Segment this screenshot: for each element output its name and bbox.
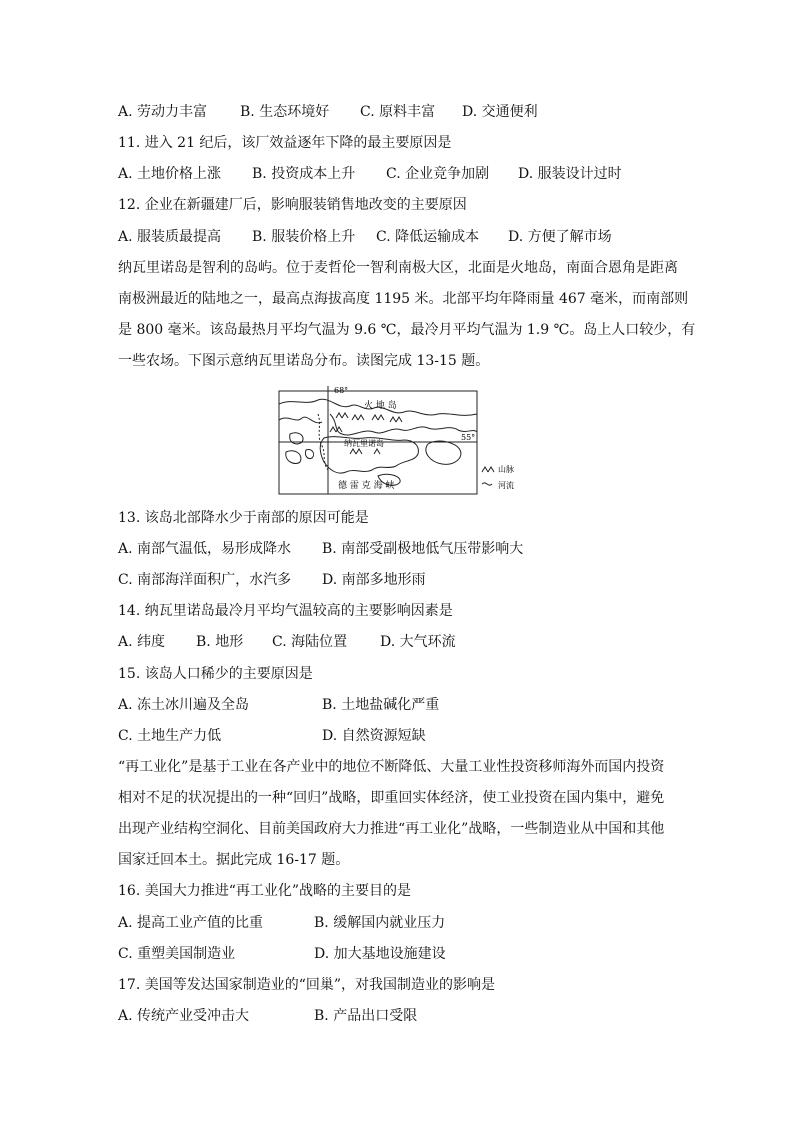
legend-mountain-label: 山脉: [498, 465, 514, 474]
q13-option-c: C. 南部海洋面积广，水汽多: [118, 572, 292, 588]
q11-option-c: C. 企业竞争加剧: [386, 166, 490, 182]
east-island: [426, 441, 461, 464]
navarino-map: [278, 384, 528, 496]
q13-option-a: A. 南部气温低，易形成降水: [118, 541, 292, 557]
strait-label: 德 雷 克 海 峡: [338, 481, 395, 491]
west-inlet: [279, 417, 322, 423]
q13-options-row2: [118, 570, 426, 590]
passage1-line-1: 纳瓦里诺岛是智利的岛屿。位于麦哲伦一智利南极大区，北面是火地岛，南面合恩角是距离: [118, 260, 678, 276]
q10-options: [118, 102, 538, 122]
q16-option-d: D. 加大基地设施建设: [314, 946, 446, 962]
q15-option-b: B. 土地盐碱化严重: [322, 697, 440, 713]
q12-option-d: D. 方便了解市场: [508, 229, 612, 245]
passage2-line-2: 相对不足的状况提出的一种“回归”战略，即重回实体经济，使工业投资在国内集中，避免: [118, 790, 665, 806]
q12-options: [118, 227, 612, 247]
small-island-3: [305, 450, 313, 459]
q10-option-a: A. 劳动力丰富: [118, 104, 208, 120]
q16-options-row2: [118, 944, 446, 964]
passage1-line-2: 南极洲最近的陆地之一，最高点海拔高度 1195 米。北部平均年降雨量 467 毫米，而南部则: [118, 291, 689, 307]
q14-stem: 14. 纳瓦里诺岛最冷月平均气温较高的主要影响因素是: [118, 603, 453, 619]
small-island-2: [286, 451, 301, 464]
q11-option-d: D. 服装设计过时: [518, 166, 622, 182]
q16-option-b: B. 缓解国内就业压力: [314, 915, 446, 931]
q12-stem: 12. 企业在新疆建厂后，影响服装销售地改变的主要原因: [118, 197, 467, 213]
q17-options: [118, 1006, 417, 1026]
q12-option-c: C. 降低运输成本: [376, 229, 480, 245]
q15-option-c: C. 土地生产力低: [118, 728, 222, 744]
q17-stem: 17. 美国等发达国家制造业的“回巢”，对我国制造业的影响是: [118, 977, 496, 993]
q13-options-row1: [118, 539, 523, 559]
q11-option-a: A. 土地价格上涨: [118, 166, 222, 182]
beagle-channel: [330, 414, 477, 435]
q13-option-b: B. 南部受副极地低气压带影响大: [322, 541, 524, 557]
q15-stem: 15. 该岛人口稀少的主要原因是: [118, 666, 313, 682]
q14-option-d: D. 大气环流: [380, 634, 456, 650]
q14-options: [118, 632, 456, 652]
q11-options: [118, 164, 622, 184]
q17-option-b: B. 产品出口受限: [314, 1008, 418, 1024]
q16-stem: 16. 美国大力推进“再工业化”战略的主要目的是: [118, 883, 412, 899]
q15-option-d: D. 自然资源短缺: [322, 728, 426, 744]
passage1-line-3: 是 800 毫米。该岛最热月平均气温为 9.6 ℃，最冷月平均气温为 1.9 ℃。岛上人口较少，有: [118, 322, 696, 338]
legend-river-label: 河流: [498, 481, 514, 490]
navarino-map-figure: [278, 384, 528, 496]
q13-stem: 13. 该岛北部降水少于南部的原因可能是: [118, 510, 369, 526]
passage2-line-1: “再工业化”是基于工业在各产业中的地位不断降低、大量工业性投资移师海外而国内投资: [118, 759, 665, 775]
passage1-line-4: 一些农场。下图示意纳瓦里诺岛分布。读图完成 13-15 题。: [118, 353, 490, 369]
q15-options-row2: [118, 726, 426, 746]
q13-option-d: D. 南部多地形雨: [322, 572, 426, 588]
q14-option-a: A. 纬度: [118, 634, 166, 650]
q11-stem: 11. 进入 21 纪后，该厂效益逐年下降的最主要原因是: [118, 135, 452, 151]
q12-option-a: A. 服装质最提高: [118, 229, 222, 245]
q15-options-row1: [118, 695, 439, 715]
q16-option-c: C. 重塑美国制造业: [118, 946, 236, 962]
lat-label: 55°: [461, 433, 476, 442]
navarino-label: 纳瓦里诺岛: [344, 439, 384, 448]
q10-option-b: B. 生态环境好: [240, 104, 330, 120]
lon-label: 68°: [334, 386, 349, 395]
q16-options-row1: [118, 913, 445, 933]
q11-option-b: B. 投资成本上升: [252, 166, 356, 182]
q12-option-b: B. 服装价格上升: [252, 229, 356, 245]
legend-river-icon: [482, 483, 492, 485]
passage2-line-4: 国家迁回本土。据此完成 16-17 题。: [118, 852, 350, 868]
passage2-line-3: 出现产业结构空洞化、目前美国政府大力推进“再工业化”战略，一些制造业从中国和其他: [118, 821, 665, 837]
q16-option-a: A. 提高工业产值的比重: [118, 915, 264, 931]
legend-mountain-icon: [482, 467, 494, 472]
q14-option-c: C. 海陆位置: [272, 634, 348, 650]
q15-option-a: A. 冻土冰川遍及全岛: [118, 697, 250, 713]
q17-option-a: A. 传统产业受冲击大: [118, 1008, 250, 1024]
q10-option-d: D. 交通便利: [462, 104, 538, 120]
q10-option-c: C. 原料丰富: [360, 104, 436, 120]
q14-option-b: B. 地形: [196, 634, 244, 650]
tierra-label: 火 地 岛: [364, 401, 397, 411]
